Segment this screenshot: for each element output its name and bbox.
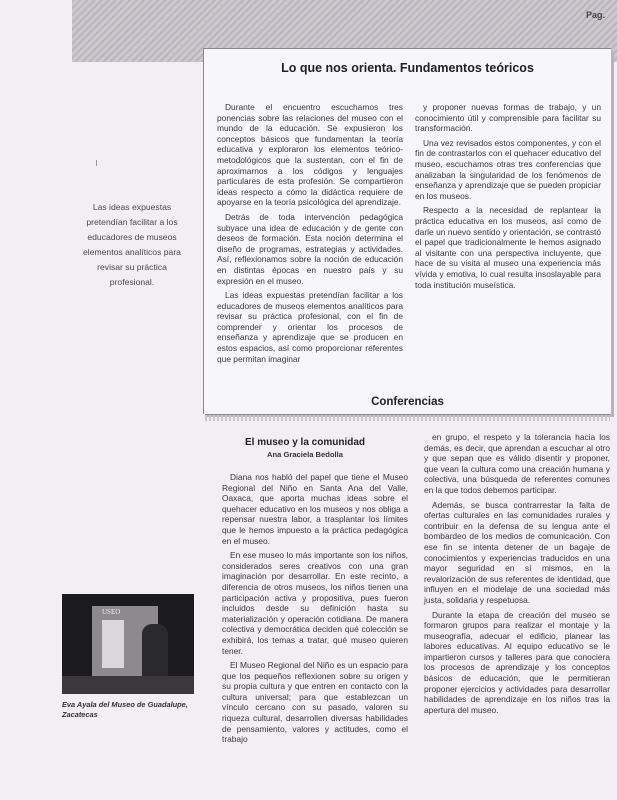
paragraph: Durante el encuentro escuchamos tres ponencias sobre las relaciones del museo con el mundo de la educación. Se expusieron los conceptos básicos que fundamentan la teoría educativa y exploraron los elementos teórico-metodológicos que la sustentan, con el fin de aproximarnos a los códigos y lenguajes particulares de esta profesión. Se compartieron ideas respecto a cómo la didáctica requiere de apoyarse en la teoría psicológica del aprendizaje. (217, 102, 403, 208)
paragraph: en grupo, el respeto y la tolerancia hacia los demás, es decir, que aprendan a escuchar al otro y que sepan que es válido disentir y proponer, que vean la cultura como una creación humana y colectiva, una búsqueda de referentes comunes en la que todos debemos participar. (424, 432, 610, 495)
paragraph: Durante la etapa de creación del museo se formaron grupos para realizar el montaje y la museografía, adecuar el edificio, planear las labores educativas. Al equipo educativo se le impartieron cursos y talleres para que conociera los procesos de aprendizaje y los conceptos básicos de educación, que le permitieran proponer ejercicios y actividades para desarrollar habilidades de aprendizaje en los niños tras la apertura del museo. (424, 609, 610, 715)
article-column-left (222, 472, 408, 749)
photo-floor (62, 676, 194, 694)
paragraph: El Museo Regional del Niño es un espacio para que los pequeños reflexionen sobre su origen y su propia cultura y que entren en contacto con la cultura universal; para que establezcan un vínculo cercano con su pasado, valoren su riqueza cultural, desarrollen diversas habilidades de pensamiento, valores y actitudes, como el trabajo (222, 660, 408, 745)
paragraph: Las ideas expuestas pretendían facilitar a los educadores de museos elementos analíticos para revisar su práctica profesional, con el fin de comprender y orientar los procesos de enseñanza y aprendizaje que se producen en estos espacios, así como proporcionar referentes que permitan imaginar (217, 290, 403, 364)
paragraph: En ese museo lo más importante son los niños, considerados seres creativos con una gran imaginación por desarrollar. En este recinto, a diferencia de otros museos, los niños tienen una participación activa y propositiva, pues fueron incluidos desde su definición hasta su materialización y operación cotidiana. De manera colectiva y democrática deciden qué colección se exhibirá, los temas a tratar, qué museo quieren tener. (222, 550, 408, 656)
article-column-right (424, 432, 610, 719)
photo-sign: USEO (102, 608, 121, 616)
text-column-right (415, 102, 601, 294)
article-title: El museo y la comunidad (244, 437, 366, 448)
article-author: Ana Graciela Bedolla (267, 450, 343, 459)
page-label: Pag. (585, 10, 605, 20)
section-divider (205, 414, 610, 421)
paragraph: Diana nos habló del papel que tiene el Museo Regional del Niño en Santa Ana del Valle, Oaxaca, que aporta muchas ideas sobre el quehacer educativo en los museos y nos obliga a repensar nuestra labor, a trasplantar los límites que le hemos impuesto a la práctica pedagógica en el museo. (222, 472, 408, 546)
text-column-left (217, 102, 403, 368)
museum-photo (62, 594, 194, 694)
paragraph: y proponer nuevas formas de trabajo, y un conocimiento útil y comprensible para facilitar su transformación. (415, 102, 601, 134)
pull-quote: Las ideas expuestas pretendían facilitar a los educadores de museos elementos analíticos para revisar su práctica profesional. (83, 202, 181, 287)
paragraph: Además, se busca contrarrestar la falta de ofertas culturales en las comunidades rurales y contribuir en la defensa de su lengua ante el bombardeo de los medios de comunicación. Con ese fin se intenta detener de un bagaje de conocimientos y experiencias traducidos en una mayor seguridad en sí mismos, en la revalorización de sus referentes de identidad, que influyen en el modelaje de una sociedad más justa, solidaria y respetuosa. (424, 499, 610, 605)
section-box-fundamentos (203, 48, 611, 414)
paragraph: Respecto a la necesidad de replantear la práctica educativa en los museos, así como de darle un nuevo sentido y orientación, se contrastó el papel que tradicionalmente le hemos asignado al visitante con una perspectiva incluyente, que hace de su visita al museo una experiencia más vívida y emotiva, lo cual resulta insoslayable para toda institución museística. (415, 205, 601, 290)
conferencias-heading: Conferencias (371, 396, 444, 408)
section-title: Lo que nos orienta. Fundamentos teóricos (281, 61, 534, 75)
margin-mark (96, 160, 97, 166)
paragraph: Detrás de toda intervención pedagógica subyace una idea de educación y de gente con deseos de formación. Esta noción determina el diseño de programas, estrategias y actividades. Así, reflexionamos sobre la noción de educación en distintas épocas en nuestro país y su expresión en el museo. (217, 211, 403, 286)
photo-caption: Eva Ayala del Museo de Guadalupe, Zacatecas (62, 700, 188, 719)
paragraph: Una vez revisados estos componentes, y con el fin de contrastarlos con el quehacer educativo del museo, escuchamos otras tres conferencias que analizaban la singularidad de los fenómenos de enseñanza y aprendizaje que se pueden propiciar en los museos. (415, 137, 601, 201)
photo-doorway (102, 620, 124, 668)
